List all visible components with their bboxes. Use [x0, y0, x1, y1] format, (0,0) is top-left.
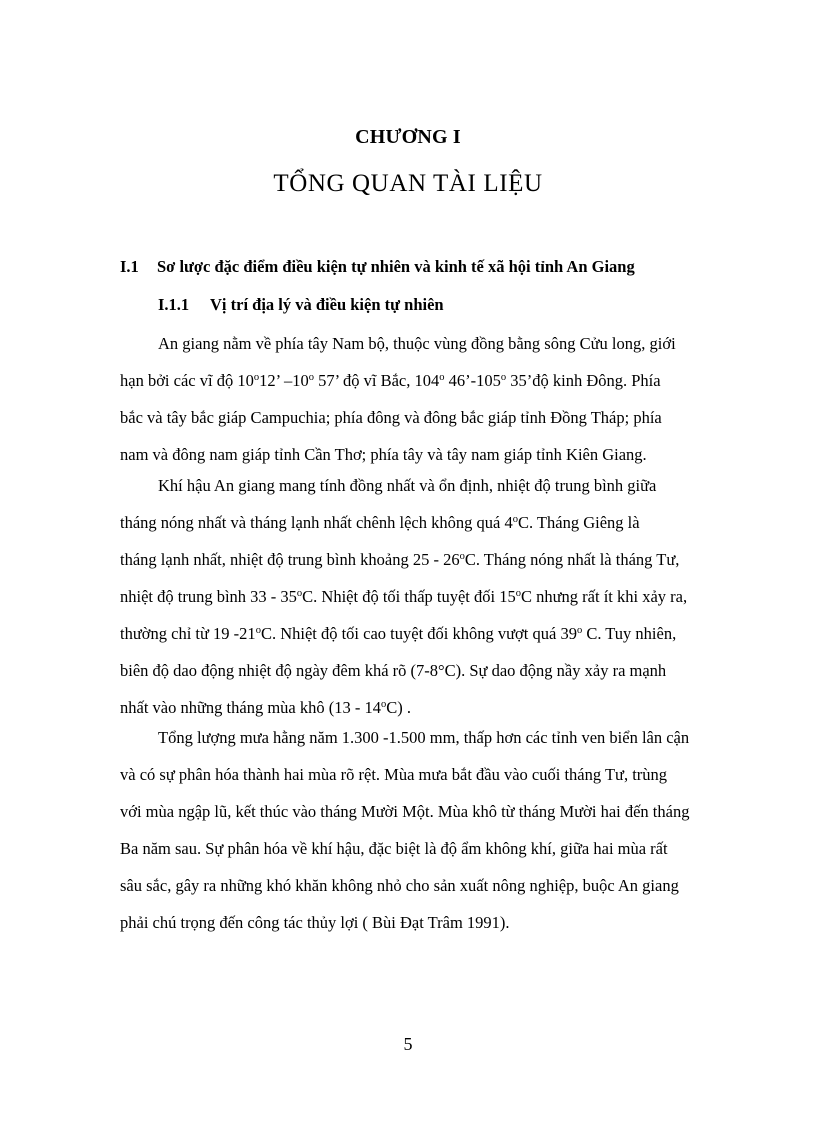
paragraph-line: phải chú trọng đến công tác thủy lợi ( Bùi Đạt Trâm 1991). [120, 913, 510, 932]
subsection-number: I.1.1 [158, 295, 190, 314]
degree-superscript: o [255, 625, 261, 636]
chapter-title: TỔNG QUAN TÀI LIỆU [273, 170, 543, 197]
degree-superscript: o [512, 514, 518, 525]
paragraph-rainfall [120, 719, 736, 941]
paragraph-line: và có sự phân hóa thành hai mùa rõ rệt. Mùa mưa bắt đầu vào cuối tháng Tư, trùng [120, 765, 668, 784]
paragraph-line: tháng lạnh nhất, nhiệt độ trung bình khoảng 25 - 26$^o$C. Tháng nóng nhất là tháng Tư, [120, 550, 680, 569]
paragraph-line: sâu sắc, gây ra những khó khăn không nhỏ cho sản xuất nông nghiệp, buộc An giang [120, 876, 679, 895]
degree-superscript: o [380, 699, 387, 710]
degree-superscript: o [296, 588, 303, 599]
paragraph-line: hạn bởi các vĩ độ 10$^o$12’ –10$^o$ 57’ độ vĩ Bắc, 104$^o$ 46’-105$^o$ 35’độ kinh Đông. Phía [120, 371, 661, 390]
degree-superscript: o [576, 625, 583, 636]
degree-superscript: o [459, 551, 465, 562]
paragraph-line: bắc và tây bắc giáp Campuchia; phía đông và đông bắc giáp tỉnh Đồng Tháp; phía [120, 408, 662, 427]
paragraph-line: với mùa ngập lũ, kết thúc vào tháng Mười Một. Mùa khô từ tháng Mười hai đến tháng [120, 802, 690, 821]
paragraph-location [120, 325, 736, 473]
paragraph-line: thường chỉ từ 19 -21$^o$C. Nhiệt độ tối cao tuyệt đối không vượt quá 39$^o$ C. Tuy nhiên, [120, 624, 677, 643]
subsection-heading [158, 295, 444, 315]
degree-superscript: o [253, 372, 260, 383]
degree-superscript: o [515, 588, 521, 599]
paragraph-line: Khí hậu An giang mang tính đồng nhất và ổn định, nhiệt độ trung bình giữa [158, 476, 657, 495]
paragraph-line: nhiệt độ trung bình 33 - 35$^o$C. Nhiệt độ tối thấp tuyệt đối 15$^o$C nhưng rất ít khi xảy ra, [120, 587, 688, 606]
paragraph-line: Tổng lượng mưa hằng năm 1.300 -1.500 mm, thấp hơn các tỉnh ven biển lân cận [158, 728, 690, 747]
paragraph-line: nhất vào những tháng mùa khô (13 - 14$^o$C) . [120, 698, 411, 717]
paragraph-line: tháng nóng nhất và tháng lạnh nhất chênh lệch không quá 4$^o$C. Tháng Giêng là [120, 513, 640, 532]
paragraph-line: nam và đông nam giáp tỉnh Cần Thơ; phía tây và tây nam giáp tỉnh Kiên Giang. [120, 445, 647, 464]
paragraph-climate [120, 467, 736, 726]
chapter-label: CHƯƠNG I [355, 126, 461, 148]
section-heading-text: Sơ lược đặc điểm điều kiện tự nhiên và kinh tế xã hội tỉnh An Giang [157, 257, 635, 276]
section-number: I.1 [120, 257, 139, 276]
degree-superscript: o [500, 372, 507, 383]
section-heading [120, 257, 635, 277]
degree-superscript: o [308, 372, 314, 383]
paragraph-line: An giang nằm về phía tây Nam bộ, thuộc vùng đồng bằng sông Cửu long, giới [158, 334, 676, 353]
paragraph-line: biên độ dao động nhiệt độ ngày đêm khá rõ (7-8°C). Sự dao động nầy xảy ra mạnh [120, 661, 667, 680]
paragraph-line: Ba năm sau. Sự phân hóa về khí hậu, đặc biệt là độ ẩm không khí, giữa hai mùa rất [120, 839, 668, 858]
page-number: 5 [403, 1034, 413, 1054]
degree-superscript: o [439, 372, 445, 383]
subsection-heading-text: Vị trí địa lý và điều kiện tự nhiên [210, 295, 444, 314]
